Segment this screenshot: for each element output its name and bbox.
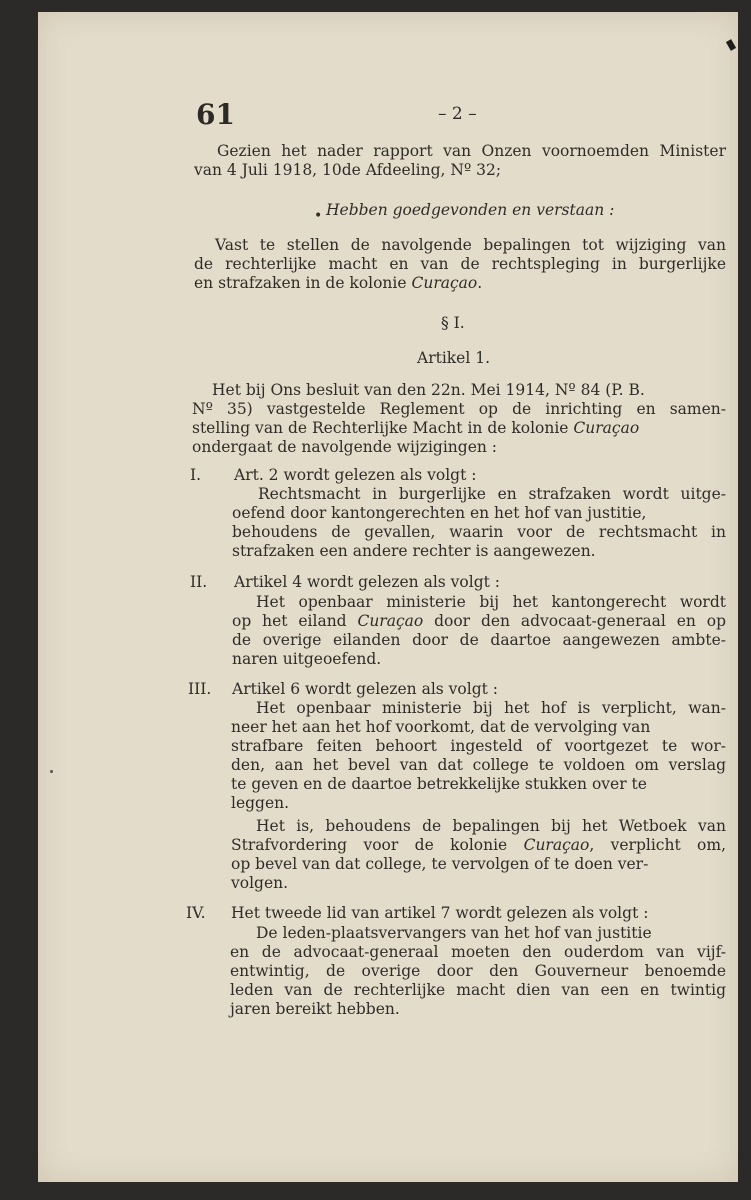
item-number: II. (190, 573, 208, 591)
section-heading: § I. (441, 314, 465, 332)
text-line: behoudens de gevallen, waarin voor de rechtsmacht in (232, 523, 726, 541)
text-line: Het is, behoudens de bepalingen bij het Wetboek van (256, 817, 726, 835)
text-line: Vast te stellen de navolgende bepalingen tot wijziging van (215, 236, 726, 254)
page-number: – 2 – (438, 104, 477, 124)
text-line: strafzaken een andere rechter is aangewezen. (232, 542, 596, 560)
text-line: te geven en de daartoe betrekkelijke stukken over te (231, 775, 647, 793)
text-line: de rechterlijke macht en van de rechtspleging in burgerlijke (194, 255, 726, 273)
text-line: Het openbaar ministerie bij het kantongerecht wordt (256, 593, 726, 611)
text-line: Het openbaar ministerie bij het hof is verplicht, wan- (256, 699, 726, 717)
text-line: entwintig, de overige door den Gouverneur benoemde (230, 962, 726, 980)
text-line: Hebben goedgevonden en verstaan : (326, 201, 615, 219)
text-line: Gezien het nader rapport van Onzen voornoemden Minister (217, 142, 726, 160)
page-corner-mark (726, 39, 736, 51)
text-line: en strafzaken in de kolonie Curaçao. (194, 274, 483, 292)
text-line: Artikel 4 wordt gelezen als volgt : (234, 573, 501, 591)
bullet-mark: • (314, 208, 323, 224)
item-number: III. (188, 680, 212, 698)
text-line: De leden-plaatsvervangers van het hof van justitie (256, 924, 652, 942)
text-line: leden van de rechterlijke macht dien van een en twintig (230, 981, 726, 999)
text-line: Artikel 6 wordt gelezen als volgt : (232, 680, 499, 698)
text-line: Rechtsmacht in burgerlijke en strafzaken wordt uitge- (258, 485, 726, 503)
item-number: I. (190, 466, 202, 484)
text-line: op bevel van dat college, te vervolgen of te doen ver- (231, 855, 649, 873)
text-line: volgen. (231, 874, 289, 892)
text-line: neer het aan het hof voorkomt, dat de vervolging van (231, 718, 651, 736)
text-line: Het bij Ons besluit van den 22n. Mei 1914, Nº 84 (P. B. (212, 381, 645, 399)
speck (50, 770, 53, 773)
text-line: stelling van de Rechterlijke Macht in de kolonie Curaçao (192, 419, 640, 437)
article-heading: Artikel 1. (417, 349, 491, 367)
text-line: jaren bereikt hebben. (230, 1000, 400, 1018)
text-line: naren uitgeoefend. (232, 650, 382, 668)
text-line: Art. 2 wordt gelezen als volgt : (234, 466, 477, 484)
item-number: IV. (186, 904, 206, 922)
text-line: oefend door kantongerechten en het hof van justitie, (232, 504, 647, 522)
text-line: strafbare feiten behoort ingesteld of voortgezet te wor- (231, 737, 726, 755)
text-line: leggen. (231, 794, 290, 812)
folio-number: 61 (196, 98, 235, 131)
text-line: van 4 Juli 1918, 10de Afdeeling, Nº 32; (194, 161, 502, 179)
text-line: op het eiland Curaçao door den advocaat-generaal en op (232, 612, 726, 630)
text-line: Het tweede lid van artikel 7 wordt gelezen als volgt : (231, 904, 649, 922)
text-line: de overige eilanden door de daartoe aangewezen ambte- (232, 631, 726, 649)
text-line: den, aan het bevel van dat college te voldoen om verslag (231, 756, 726, 774)
text-line: Nº 35) vastgestelde Reglement op de inrichting en samen- (192, 400, 726, 418)
text-line: Strafvordering voor de kolonie Curaçao, verplicht om, (231, 836, 726, 854)
text-line: ondergaat de navolgende wijzigingen : (192, 438, 498, 456)
text-line: en de advocaat-generaal moeten den ouderdom van vijf- (230, 943, 726, 961)
